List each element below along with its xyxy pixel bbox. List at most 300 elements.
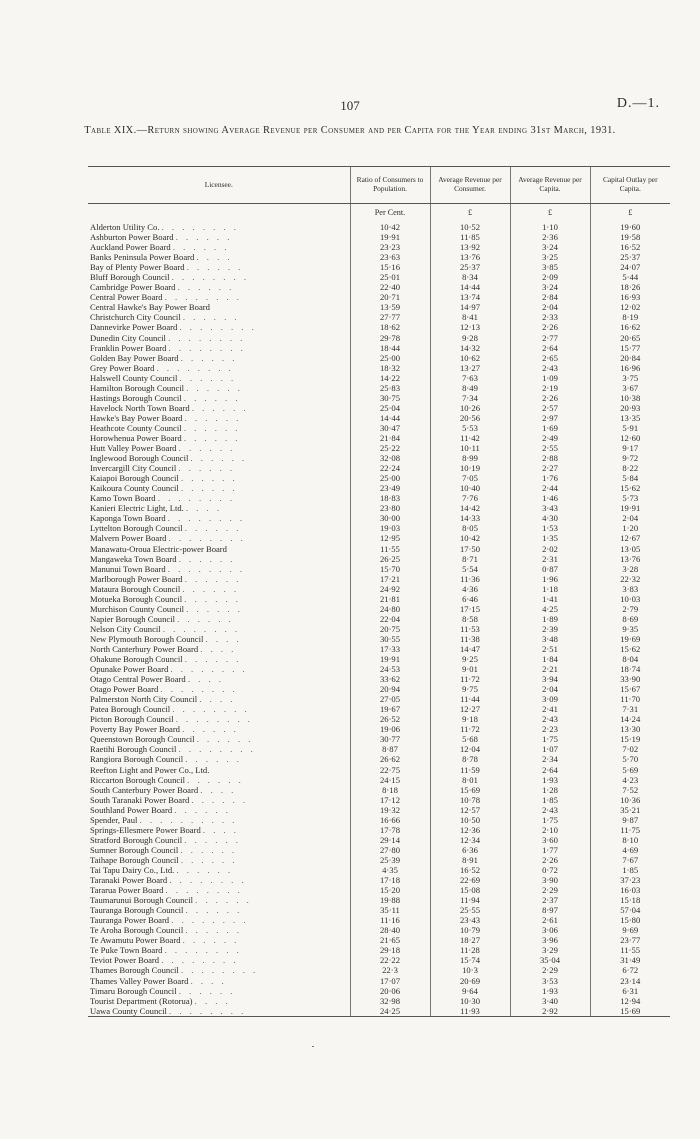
revenue-per-capita-cell: 2·34 bbox=[510, 754, 590, 764]
revenue-per-capita-cell: 3·90 bbox=[510, 875, 590, 885]
licensee-cell bbox=[88, 935, 350, 945]
outlay-per-capita-cell: 9·87 bbox=[590, 815, 670, 825]
licensee-name: Murchison County Council bbox=[90, 603, 185, 614]
ratio-cell: 25·01 bbox=[350, 272, 430, 282]
licensee-name: Halswell County Council bbox=[90, 372, 178, 383]
revenue-per-consumer-cell: 6·46 bbox=[430, 594, 510, 604]
licensee-name: South Canterbury Power Board bbox=[90, 784, 199, 795]
ratio-cell: 29·14 bbox=[350, 835, 430, 845]
ratio-cell: 35·11 bbox=[350, 905, 430, 915]
units-cell bbox=[88, 204, 350, 223]
outlay-per-capita-cell: 8·04 bbox=[590, 654, 670, 664]
ratio-cell: 19·88 bbox=[350, 895, 430, 905]
outlay-per-capita-cell: 16·62 bbox=[590, 322, 670, 332]
table-row bbox=[88, 835, 670, 845]
revenue-per-capita-cell: 1·77 bbox=[510, 845, 590, 855]
units-cell: £ bbox=[510, 204, 590, 223]
revenue-per-consumer-cell: 9·25 bbox=[430, 654, 510, 664]
revenue-per-capita-cell: 2·61 bbox=[510, 915, 590, 925]
licensee-name: Rangiora Borough Council bbox=[90, 754, 184, 765]
ratio-cell: 21·81 bbox=[350, 594, 430, 604]
licensee-name: Reefton Light and Power Co., Ltd. bbox=[90, 764, 210, 775]
licensee-name: Teviot Power Board bbox=[90, 955, 160, 966]
dot-leader: . . . . . . . . bbox=[170, 664, 248, 675]
dot-leader: . . . . . . . . bbox=[161, 955, 239, 966]
table-row bbox=[88, 554, 670, 564]
licensee-name: Hastings Borough Council bbox=[90, 392, 182, 403]
outlay-per-capita-cell: 15·62 bbox=[590, 644, 670, 654]
dot-leader: . . . . bbox=[200, 784, 237, 795]
outlay-per-capita-cell: 13·76 bbox=[590, 554, 670, 564]
licensee-name: Thames Valley Power Board bbox=[90, 975, 189, 986]
table-row bbox=[88, 996, 670, 1006]
dot-leader: . . . . . . . . bbox=[167, 513, 246, 524]
ratio-cell: 17·07 bbox=[350, 976, 430, 986]
licensee-cell bbox=[88, 222, 350, 232]
outlay-per-capita-cell: 4·23 bbox=[590, 775, 670, 785]
outlay-per-capita-cell: 13·35 bbox=[590, 413, 670, 423]
licensee-cell bbox=[88, 825, 350, 835]
outlay-per-capita-cell: 8·10 bbox=[590, 835, 670, 845]
units-cell: £ bbox=[590, 204, 670, 223]
revenue-per-capita-cell: 3·24 bbox=[510, 242, 590, 252]
revenue-per-consumer-cell: 11·72 bbox=[430, 724, 510, 734]
revenue-per-capita-cell: 2·29 bbox=[510, 885, 590, 895]
revenue-per-capita-cell: 2·21 bbox=[510, 664, 590, 674]
licensee-name: Kaikoura County Council bbox=[90, 483, 179, 494]
dot-leader: . . . . . . . . bbox=[179, 322, 257, 333]
table-row bbox=[88, 744, 670, 754]
outlay-per-capita-cell: 20·65 bbox=[590, 333, 670, 343]
licensee-name: Taranaki Power Board bbox=[90, 875, 168, 886]
outlay-per-capita-cell: 5·69 bbox=[590, 765, 670, 775]
ratio-cell: 19·32 bbox=[350, 805, 430, 815]
revenue-per-capita-cell: 2·27 bbox=[510, 463, 590, 473]
table-row bbox=[88, 312, 670, 322]
licensee-cell bbox=[88, 674, 350, 684]
outlay-per-capita-cell: 24·07 bbox=[590, 262, 670, 272]
revenue-per-capita-cell: 2·49 bbox=[510, 433, 590, 443]
dot-leader: . . . . . . . . bbox=[172, 704, 250, 715]
ratio-cell: 11·55 bbox=[350, 544, 430, 554]
table-title bbox=[40, 124, 660, 137]
dot-leader: . . . . . . . . bbox=[164, 292, 242, 303]
revenue-per-consumer-cell: 8·91 bbox=[430, 855, 510, 865]
revenue-per-consumer-cell: 5·54 bbox=[430, 564, 510, 574]
outlay-per-capita-cell: 35·21 bbox=[590, 805, 670, 815]
licensee-name: Havelock North Town Board bbox=[90, 402, 190, 413]
table-row bbox=[88, 222, 670, 232]
licensee-name: Alderton Utility Co. bbox=[90, 222, 160, 232]
licensee-name: Riccarton Borough Council bbox=[90, 774, 185, 785]
ratio-cell: 25·00 bbox=[350, 353, 430, 363]
licensee-cell bbox=[88, 976, 350, 986]
ratio-cell: 13·59 bbox=[350, 302, 430, 312]
licensee-cell bbox=[88, 523, 350, 533]
revenue-per-capita-cell: 1·07 bbox=[510, 744, 590, 754]
revenue-per-capita-cell: 3·53 bbox=[510, 976, 590, 986]
ratio-cell: 19·67 bbox=[350, 704, 430, 714]
ratio-cell: 19·06 bbox=[350, 724, 430, 734]
licensee-name: Poverty Bay Power Board bbox=[90, 724, 180, 735]
revenue-per-capita-cell: 2·33 bbox=[510, 312, 590, 322]
revenue-per-consumer-cell: 10·78 bbox=[430, 795, 510, 805]
dot-leader: . . . . . . bbox=[174, 804, 231, 815]
licensee-name: Kaiapoi Borough Council bbox=[90, 473, 179, 484]
table-row bbox=[88, 845, 670, 855]
table-title-text: —Return showing Average Revenue per Consumer and per Capita for the Year ending 31st March, 1931. bbox=[136, 125, 616, 136]
table-row bbox=[88, 895, 670, 905]
table-row bbox=[88, 242, 670, 252]
revenue-per-capita-cell: 2·84 bbox=[510, 292, 590, 302]
outlay-per-capita-cell: 5·91 bbox=[590, 423, 670, 433]
dot-leader: . . . . . . . . bbox=[160, 684, 238, 695]
dot-leader: . . . . . . bbox=[182, 312, 240, 323]
revenue-per-consumer-cell: 23·43 bbox=[430, 915, 510, 925]
revenue-per-consumer-cell: 11·85 bbox=[430, 232, 510, 242]
licensee-name: Sumner Borough Council bbox=[90, 844, 179, 855]
revenue-per-capita-cell: 2·57 bbox=[510, 403, 590, 413]
revenue-per-consumer-cell: 5·68 bbox=[430, 734, 510, 744]
table-row bbox=[88, 654, 670, 664]
outlay-per-capita-cell: 20·84 bbox=[590, 353, 670, 363]
dot-leader: . . . . . . bbox=[175, 232, 233, 243]
table-row bbox=[88, 624, 670, 634]
licensee-cell bbox=[88, 312, 350, 322]
dot-leader: . . . . . . bbox=[180, 473, 238, 484]
table-row bbox=[88, 734, 670, 744]
revenue-per-capita-cell: 2·44 bbox=[510, 483, 590, 493]
licensee-name: Malvern Power Board bbox=[90, 533, 167, 544]
revenue-per-consumer-cell: 14·97 bbox=[430, 302, 510, 312]
licensee-cell bbox=[88, 644, 350, 654]
licensee-name: Bluff Borough Council bbox=[90, 272, 170, 283]
revenue-per-consumer-cell: 6·36 bbox=[430, 845, 510, 855]
licensee-name: Manawatu-Oroua Electric-power Board bbox=[90, 543, 227, 554]
revenue-per-consumer-cell: 8·34 bbox=[430, 272, 510, 282]
table-row bbox=[88, 604, 670, 614]
licensee-name: Picton Borough Council bbox=[90, 714, 174, 725]
dot-leader: . . . . . . . . bbox=[161, 222, 239, 232]
dot-leader: . . . . . . bbox=[184, 654, 242, 665]
licensee-cell bbox=[88, 393, 350, 403]
revenue-per-consumer-cell: 11·94 bbox=[430, 895, 510, 905]
revenue-per-capita-cell: 2·43 bbox=[510, 805, 590, 815]
ratio-cell: 29·18 bbox=[350, 945, 430, 955]
dot-leader: . . . . . . bbox=[180, 854, 238, 865]
licensee-name: Inglewood Borough Council bbox=[90, 453, 189, 464]
ratio-cell: 29·78 bbox=[350, 333, 430, 343]
revenue-per-capita-cell: 1·28 bbox=[510, 785, 590, 795]
table-row bbox=[88, 945, 670, 955]
licensee-name: Palmerston North City Council bbox=[90, 694, 198, 705]
outlay-per-capita-cell: 7·67 bbox=[590, 855, 670, 865]
licensee-name: Banks Peninsula Power Board bbox=[90, 252, 195, 263]
table-row bbox=[88, 413, 670, 423]
revenue-per-capita-cell: 3·43 bbox=[510, 503, 590, 513]
ratio-cell: 23·80 bbox=[350, 503, 430, 513]
ratio-cell: 22·3 bbox=[350, 965, 430, 975]
ratio-cell: 17·12 bbox=[350, 795, 430, 805]
licensee-cell bbox=[88, 634, 350, 644]
licensee-cell bbox=[88, 433, 350, 443]
revenue-per-consumer-cell: 11·44 bbox=[430, 694, 510, 704]
licensee-cell bbox=[88, 694, 350, 704]
table-row bbox=[88, 302, 670, 312]
licensee-cell bbox=[88, 905, 350, 915]
table-row bbox=[88, 363, 670, 373]
revenue-per-capita-cell: 3·09 bbox=[510, 694, 590, 704]
licensee-name: Stratford Borough Council bbox=[90, 834, 183, 845]
revenue-per-consumer-cell: 10·62 bbox=[430, 353, 510, 363]
dot-leader: . . . . bbox=[185, 503, 222, 514]
revenue-per-capita-cell: 2·23 bbox=[510, 724, 590, 734]
ratio-cell: 32·08 bbox=[350, 453, 430, 463]
revenue-per-capita-cell: 2·26 bbox=[510, 322, 590, 332]
revenue-per-capita-cell: 2·55 bbox=[510, 443, 590, 453]
revenue-per-capita-cell: 2·77 bbox=[510, 333, 590, 343]
table-row bbox=[88, 513, 670, 523]
table-row bbox=[88, 875, 670, 885]
ratio-cell: 14·44 bbox=[350, 413, 430, 423]
table-row bbox=[88, 754, 670, 764]
licensee-cell bbox=[88, 343, 350, 353]
table-row bbox=[88, 714, 670, 724]
outlay-per-capita-cell: 3·83 bbox=[590, 584, 670, 594]
licensee-name: Invercargill City Council bbox=[90, 463, 177, 474]
revenue-per-consumer-cell: 13·92 bbox=[430, 242, 510, 252]
outlay-per-capita-cell: 14·24 bbox=[590, 714, 670, 724]
dot-leader: . . . . . . bbox=[185, 754, 242, 765]
licensee-cell bbox=[88, 272, 350, 282]
licensee-cell bbox=[88, 252, 350, 262]
outlay-per-capita-cell: 37·23 bbox=[590, 875, 670, 885]
dot-leader: . . . . . . bbox=[184, 573, 242, 584]
revenue-per-capita-cell: 2·37 bbox=[510, 895, 590, 905]
revenue-per-consumer-cell: 10·30 bbox=[430, 996, 510, 1006]
revenue-per-consumer-cell: 10·40 bbox=[430, 483, 510, 493]
licensee-name: Te Awamutu Power Board bbox=[90, 935, 181, 946]
ratio-cell: 17·78 bbox=[350, 825, 430, 835]
table-row bbox=[88, 644, 670, 654]
licensee-cell bbox=[88, 604, 350, 614]
licensee-cell bbox=[88, 413, 350, 423]
revenue-per-consumer-cell: 10·42 bbox=[430, 533, 510, 543]
outlay-per-capita-cell: 12·60 bbox=[590, 433, 670, 443]
dot-leader: . . . . . . . . bbox=[171, 272, 249, 283]
revenue-per-consumer-cell: 8·71 bbox=[430, 554, 510, 564]
revenue-per-consumer-cell: 11·59 bbox=[430, 765, 510, 775]
dot-leader: . . . . . . . . bbox=[165, 885, 243, 896]
outlay-per-capita-cell: 15·77 bbox=[590, 343, 670, 353]
outlay-per-capita-cell: 7·31 bbox=[590, 704, 670, 714]
ratio-cell: 24·15 bbox=[350, 775, 430, 785]
dot-leader: . . . . . . . . bbox=[168, 533, 246, 544]
table-row bbox=[88, 915, 670, 925]
outlay-per-capita-cell: 9·17 bbox=[590, 443, 670, 453]
licensee-cell bbox=[88, 845, 350, 855]
revenue-per-consumer-cell: 22·69 bbox=[430, 875, 510, 885]
licensee-cell bbox=[88, 503, 350, 513]
dot-leader: . . . . bbox=[205, 633, 242, 644]
licensee-name: North Canterbury Power Board bbox=[90, 643, 199, 654]
licensee-name: Central Power Board bbox=[90, 292, 163, 303]
ratio-cell: 30·00 bbox=[350, 513, 430, 523]
licensee-name: Kanieri Electric Light, Ltd. bbox=[90, 503, 184, 514]
revenue-per-capita-cell: 1·53 bbox=[510, 523, 590, 533]
table-row bbox=[88, 353, 670, 363]
revenue-per-consumer-cell: 9·75 bbox=[430, 684, 510, 694]
table-row bbox=[88, 403, 670, 413]
licensee-cell bbox=[88, 925, 350, 935]
licensee-name: Auckland Power Board bbox=[90, 242, 171, 253]
licensee-name: Queenstown Borough Council bbox=[90, 734, 195, 745]
table-row bbox=[88, 272, 670, 282]
table-row bbox=[88, 865, 670, 875]
ratio-cell: 22·75 bbox=[350, 765, 430, 775]
outlay-per-capita-cell: 3·28 bbox=[590, 564, 670, 574]
table-row bbox=[88, 523, 670, 533]
table-row bbox=[88, 905, 670, 915]
revenue-per-capita-cell: 3·60 bbox=[510, 835, 590, 845]
dot-leader: . . . . . . . . bbox=[178, 744, 256, 755]
licensee-cell bbox=[88, 584, 350, 594]
licensee-name: Grey Power Board bbox=[90, 362, 155, 373]
ratio-cell: 20·75 bbox=[350, 624, 430, 634]
table-row bbox=[88, 262, 670, 272]
licensee-cell bbox=[88, 714, 350, 724]
dot-leader: . . . . . . . . bbox=[180, 965, 259, 976]
table-row bbox=[88, 825, 670, 835]
licensee-cell bbox=[88, 684, 350, 694]
revenue-per-consumer-cell: 15·08 bbox=[430, 885, 510, 895]
ratio-cell: 27·77 bbox=[350, 312, 430, 322]
licensee-cell bbox=[88, 875, 350, 885]
table-row bbox=[88, 292, 670, 302]
revenue-per-capita-cell: 3·85 bbox=[510, 262, 590, 272]
ratio-cell: 25·83 bbox=[350, 383, 430, 393]
table-row bbox=[88, 433, 670, 443]
ratio-cell: 25·22 bbox=[350, 443, 430, 453]
dot-leader: . . . . . . bbox=[183, 432, 241, 443]
revenue-per-capita-cell: 1·93 bbox=[510, 986, 590, 996]
dot-leader: . . . . . . . . bbox=[156, 362, 234, 373]
licensee-cell bbox=[88, 292, 350, 302]
licensee-name: Heathcote County Council bbox=[90, 422, 182, 433]
licensee-cell bbox=[88, 855, 350, 865]
licensee-cell bbox=[88, 302, 350, 312]
outlay-per-capita-cell: 12·94 bbox=[590, 996, 670, 1006]
licensee-name: Taihape Borough Council bbox=[90, 854, 179, 865]
revenue-per-consumer-cell: 15·74 bbox=[430, 955, 510, 965]
outlay-per-capita-cell: 8·22 bbox=[590, 463, 670, 473]
dot-leader: . . . . bbox=[194, 995, 231, 1006]
outlay-per-capita-cell: 15·67 bbox=[590, 684, 670, 694]
licensee-name: Ashburton Power Board bbox=[90, 232, 174, 243]
licensee-cell bbox=[88, 744, 350, 754]
outlay-per-capita-cell: 15·18 bbox=[590, 895, 670, 905]
table-row bbox=[88, 986, 670, 996]
revenue-per-consumer-cell: 11·42 bbox=[430, 433, 510, 443]
dot-leader: . . . . . . bbox=[185, 925, 242, 936]
dot-leader: . . . . . . bbox=[182, 935, 240, 946]
table-row bbox=[88, 443, 670, 453]
licensee-cell bbox=[88, 242, 350, 252]
licensee-cell bbox=[88, 835, 350, 845]
licensee-cell bbox=[88, 734, 350, 744]
licensee-name: Te Puke Town Board bbox=[90, 945, 163, 956]
outlay-per-capita-cell: 16·03 bbox=[590, 885, 670, 895]
document-reference: D.—1. bbox=[616, 96, 660, 111]
outlay-per-capita-cell: 6·72 bbox=[590, 965, 670, 975]
outlay-per-capita-cell: 5·44 bbox=[590, 272, 670, 282]
revenue-per-consumer-cell: 10·26 bbox=[430, 403, 510, 413]
ratio-cell: 21·65 bbox=[350, 935, 430, 945]
ratio-cell: 8·87 bbox=[350, 744, 430, 754]
licensee-name: Golden Bay Power Board bbox=[90, 352, 179, 363]
revenue-per-capita-cell: 3·96 bbox=[510, 935, 590, 945]
revenue-per-consumer-cell: 13·76 bbox=[430, 252, 510, 262]
dot-leader: . . . . . . bbox=[196, 734, 254, 745]
table-row bbox=[88, 584, 670, 594]
licensee-name: Dannevirke Power Board bbox=[90, 322, 178, 333]
table-row bbox=[88, 775, 670, 785]
ratio-cell: 30·77 bbox=[350, 734, 430, 744]
revenue-per-consumer-cell: 7·34 bbox=[430, 393, 510, 403]
outlay-per-capita-cell: 11·75 bbox=[590, 825, 670, 835]
table-row bbox=[88, 453, 670, 463]
revenue-per-consumer-cell: 8·05 bbox=[430, 523, 510, 533]
ratio-cell: 22·24 bbox=[350, 463, 430, 473]
dot-leader: . . . . bbox=[196, 252, 233, 263]
revenue-per-consumer-cell: 7·76 bbox=[430, 493, 510, 503]
licensee-cell bbox=[88, 945, 350, 955]
revenue-per-consumer-cell: 10·11 bbox=[430, 443, 510, 453]
licensee-name: Christchurch City Council bbox=[90, 312, 181, 323]
revenue-per-capita-cell: 3·94 bbox=[510, 674, 590, 684]
dot-leader: . . . . . . bbox=[177, 613, 234, 624]
licensee-name: Patea Borough Council bbox=[90, 704, 171, 715]
licensee-name: Bay of Plenty Power Board bbox=[90, 262, 185, 273]
dot-leader: . . . . . . bbox=[183, 392, 241, 403]
outlay-per-capita-cell: 2·79 bbox=[590, 604, 670, 614]
licensee-name: Manunui Town Board bbox=[90, 563, 166, 574]
outlay-per-capita-cell: 10·03 bbox=[590, 594, 670, 604]
revenue-per-consumer-cell: 9·64 bbox=[430, 986, 510, 996]
table-row bbox=[88, 483, 670, 493]
dot-leader: . . . . . . . . bbox=[168, 332, 246, 343]
dot-leader: . . . . . . bbox=[191, 402, 249, 413]
licensee-cell bbox=[88, 262, 350, 272]
revenue-per-capita-cell: 2·26 bbox=[510, 393, 590, 403]
licensee-cell bbox=[88, 1006, 350, 1017]
licensee-name: Thames Borough Council bbox=[90, 965, 179, 976]
dot-leader: . . . . . . bbox=[182, 583, 240, 594]
dot-leader: . . . . . . bbox=[186, 603, 243, 614]
table-row bbox=[88, 333, 670, 343]
licensee-cell bbox=[88, 282, 350, 292]
revenue-per-consumer-cell: 15·69 bbox=[430, 785, 510, 795]
revenue-per-capita-cell: 2·04 bbox=[510, 684, 590, 694]
revenue-per-consumer-cell: 12·34 bbox=[430, 835, 510, 845]
ratio-cell: 20·06 bbox=[350, 986, 430, 996]
outlay-per-capita-cell: 7·02 bbox=[590, 744, 670, 754]
ratio-cell: 25·00 bbox=[350, 473, 430, 483]
dot-leader: . . . . . . bbox=[184, 412, 242, 423]
licensee-name: Lyttelton Borough Council bbox=[90, 523, 183, 534]
revenue-per-consumer-cell: 10·79 bbox=[430, 925, 510, 935]
ratio-cell: 15·70 bbox=[350, 564, 430, 574]
